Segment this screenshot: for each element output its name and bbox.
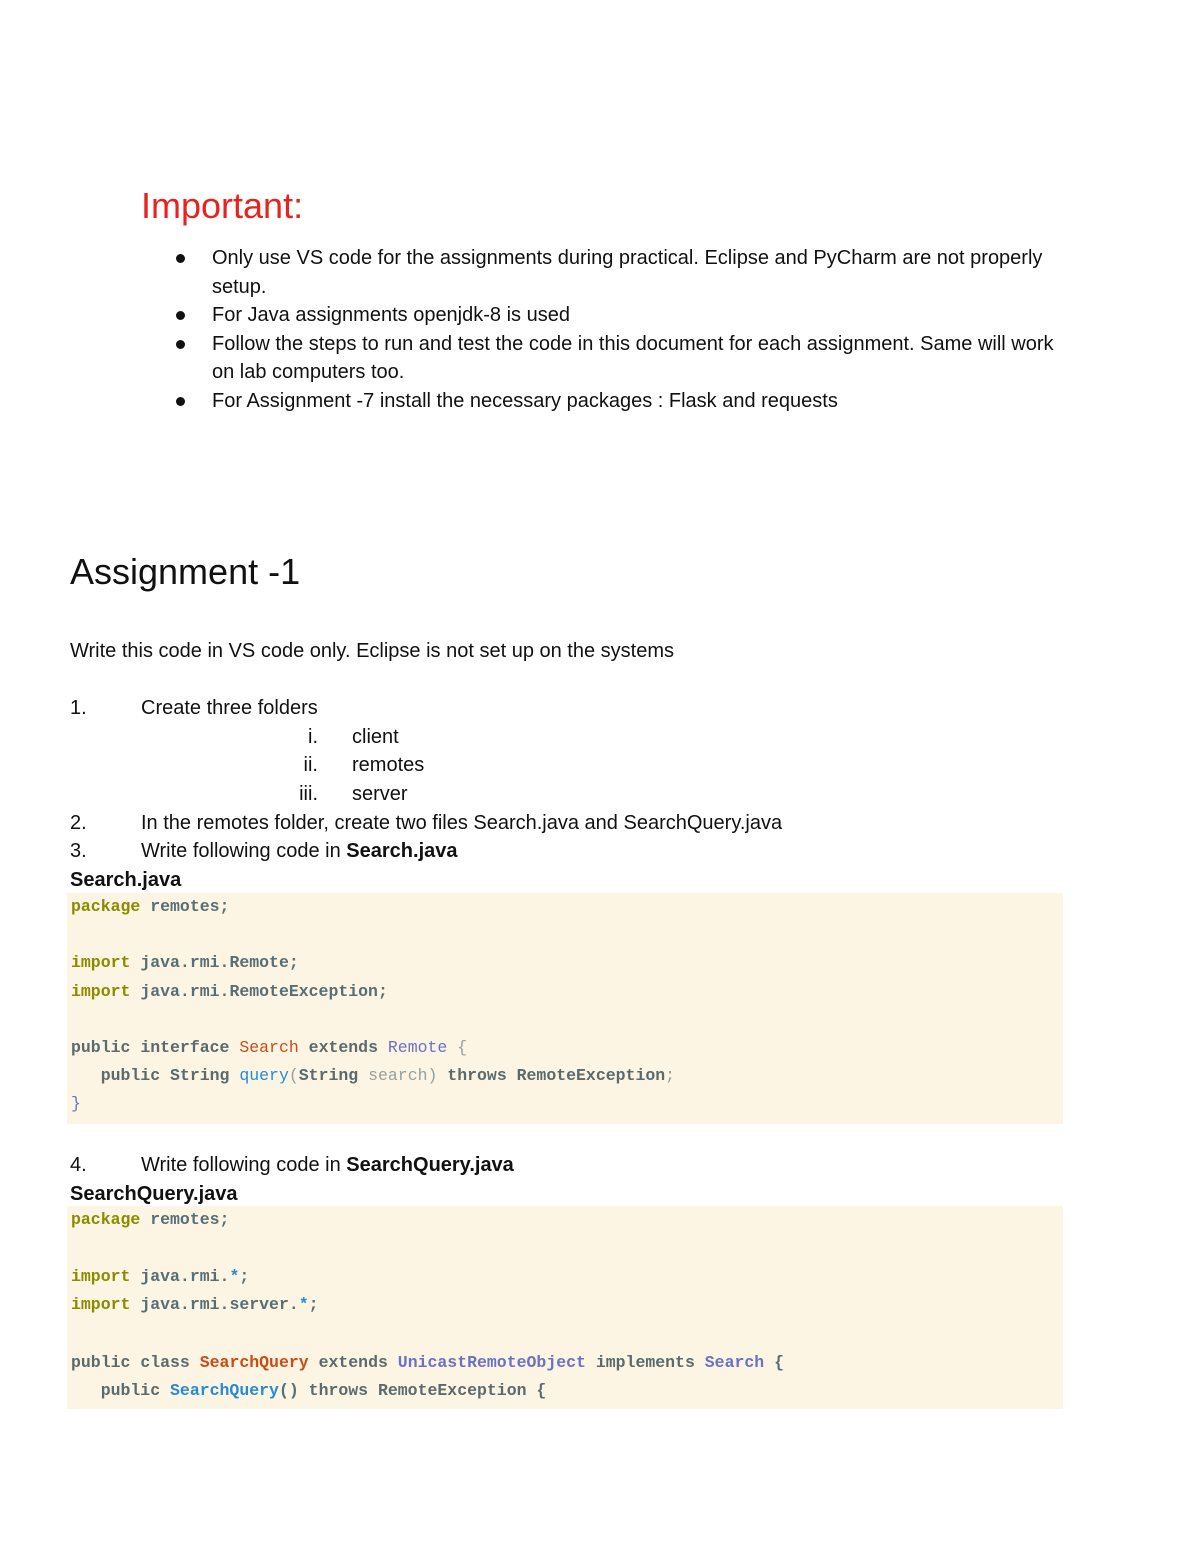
- bullet-icon: [176, 340, 185, 349]
- code-line: package remotes;: [71, 1210, 230, 1229]
- file-label: SearchQuery.java: [70, 1183, 238, 1205]
- code-block-search: [67, 893, 1063, 1124]
- step-number: 4.: [70, 1154, 87, 1176]
- code-line: public class SearchQuery extends UnicastRemoteObject implements Search {: [71, 1353, 784, 1372]
- list-item: For Java assignments openjdk-8 is used: [176, 301, 1056, 330]
- list-item: Follow the steps to run and test the code in this document for each assignment. Same will work on lab computers too.: [176, 330, 1056, 387]
- assignment-title: Assignment -1: [70, 551, 301, 592]
- list-item: For Assignment -7 install the necessary packages : Flask and requests: [176, 387, 1056, 416]
- folder-name: server: [352, 783, 408, 805]
- bullet-icon: [176, 254, 185, 263]
- code-line: import java.rmi.server.*;: [71, 1295, 319, 1314]
- important-list: [176, 244, 1056, 415]
- code-line: }: [71, 1094, 81, 1113]
- step-text: In the remotes folder, create two files Search.java and SearchQuery.java: [141, 812, 783, 834]
- code-block-searchquery: [67, 1206, 1063, 1409]
- code-line: public SearchQuery() throws RemoteException {: [71, 1381, 547, 1400]
- folder-number: i.: [308, 726, 318, 748]
- step-number: 2.: [70, 812, 87, 834]
- list-item: Only use VS code for the assignments during practical. Eclipse and PyCharm are not properly setup.: [176, 244, 1056, 301]
- folder-number: ii.: [303, 754, 318, 776]
- step-text: Write following code in SearchQuery.java: [141, 1154, 514, 1176]
- important-heading: Important:: [141, 185, 304, 226]
- step-text: Create three folders: [141, 697, 318, 719]
- code-line: public String query(String search) throws RemoteException;: [71, 1066, 676, 1085]
- code-line: import java.rmi.*;: [71, 1267, 250, 1286]
- step-text: Write following code in Search.java: [141, 840, 458, 862]
- folder-name: client: [352, 726, 399, 748]
- file-label: Search.java: [70, 869, 182, 891]
- folder-name: remotes: [352, 754, 425, 776]
- step-number: 3.: [70, 840, 87, 862]
- bullet-icon: [176, 397, 185, 406]
- step-number: 1.: [70, 697, 87, 719]
- bullet-icon: [176, 311, 185, 320]
- folder-number: iii.: [299, 783, 318, 805]
- code-line: public interface Search extends Remote {: [71, 1038, 468, 1057]
- code-line: import java.rmi.RemoteException;: [71, 982, 388, 1001]
- code-line: package remotes;: [71, 897, 230, 916]
- code-line: import java.rmi.Remote;: [71, 953, 299, 972]
- assignment-intro: Write this code in VS code only. Eclipse is not set up on the systems: [70, 640, 674, 662]
